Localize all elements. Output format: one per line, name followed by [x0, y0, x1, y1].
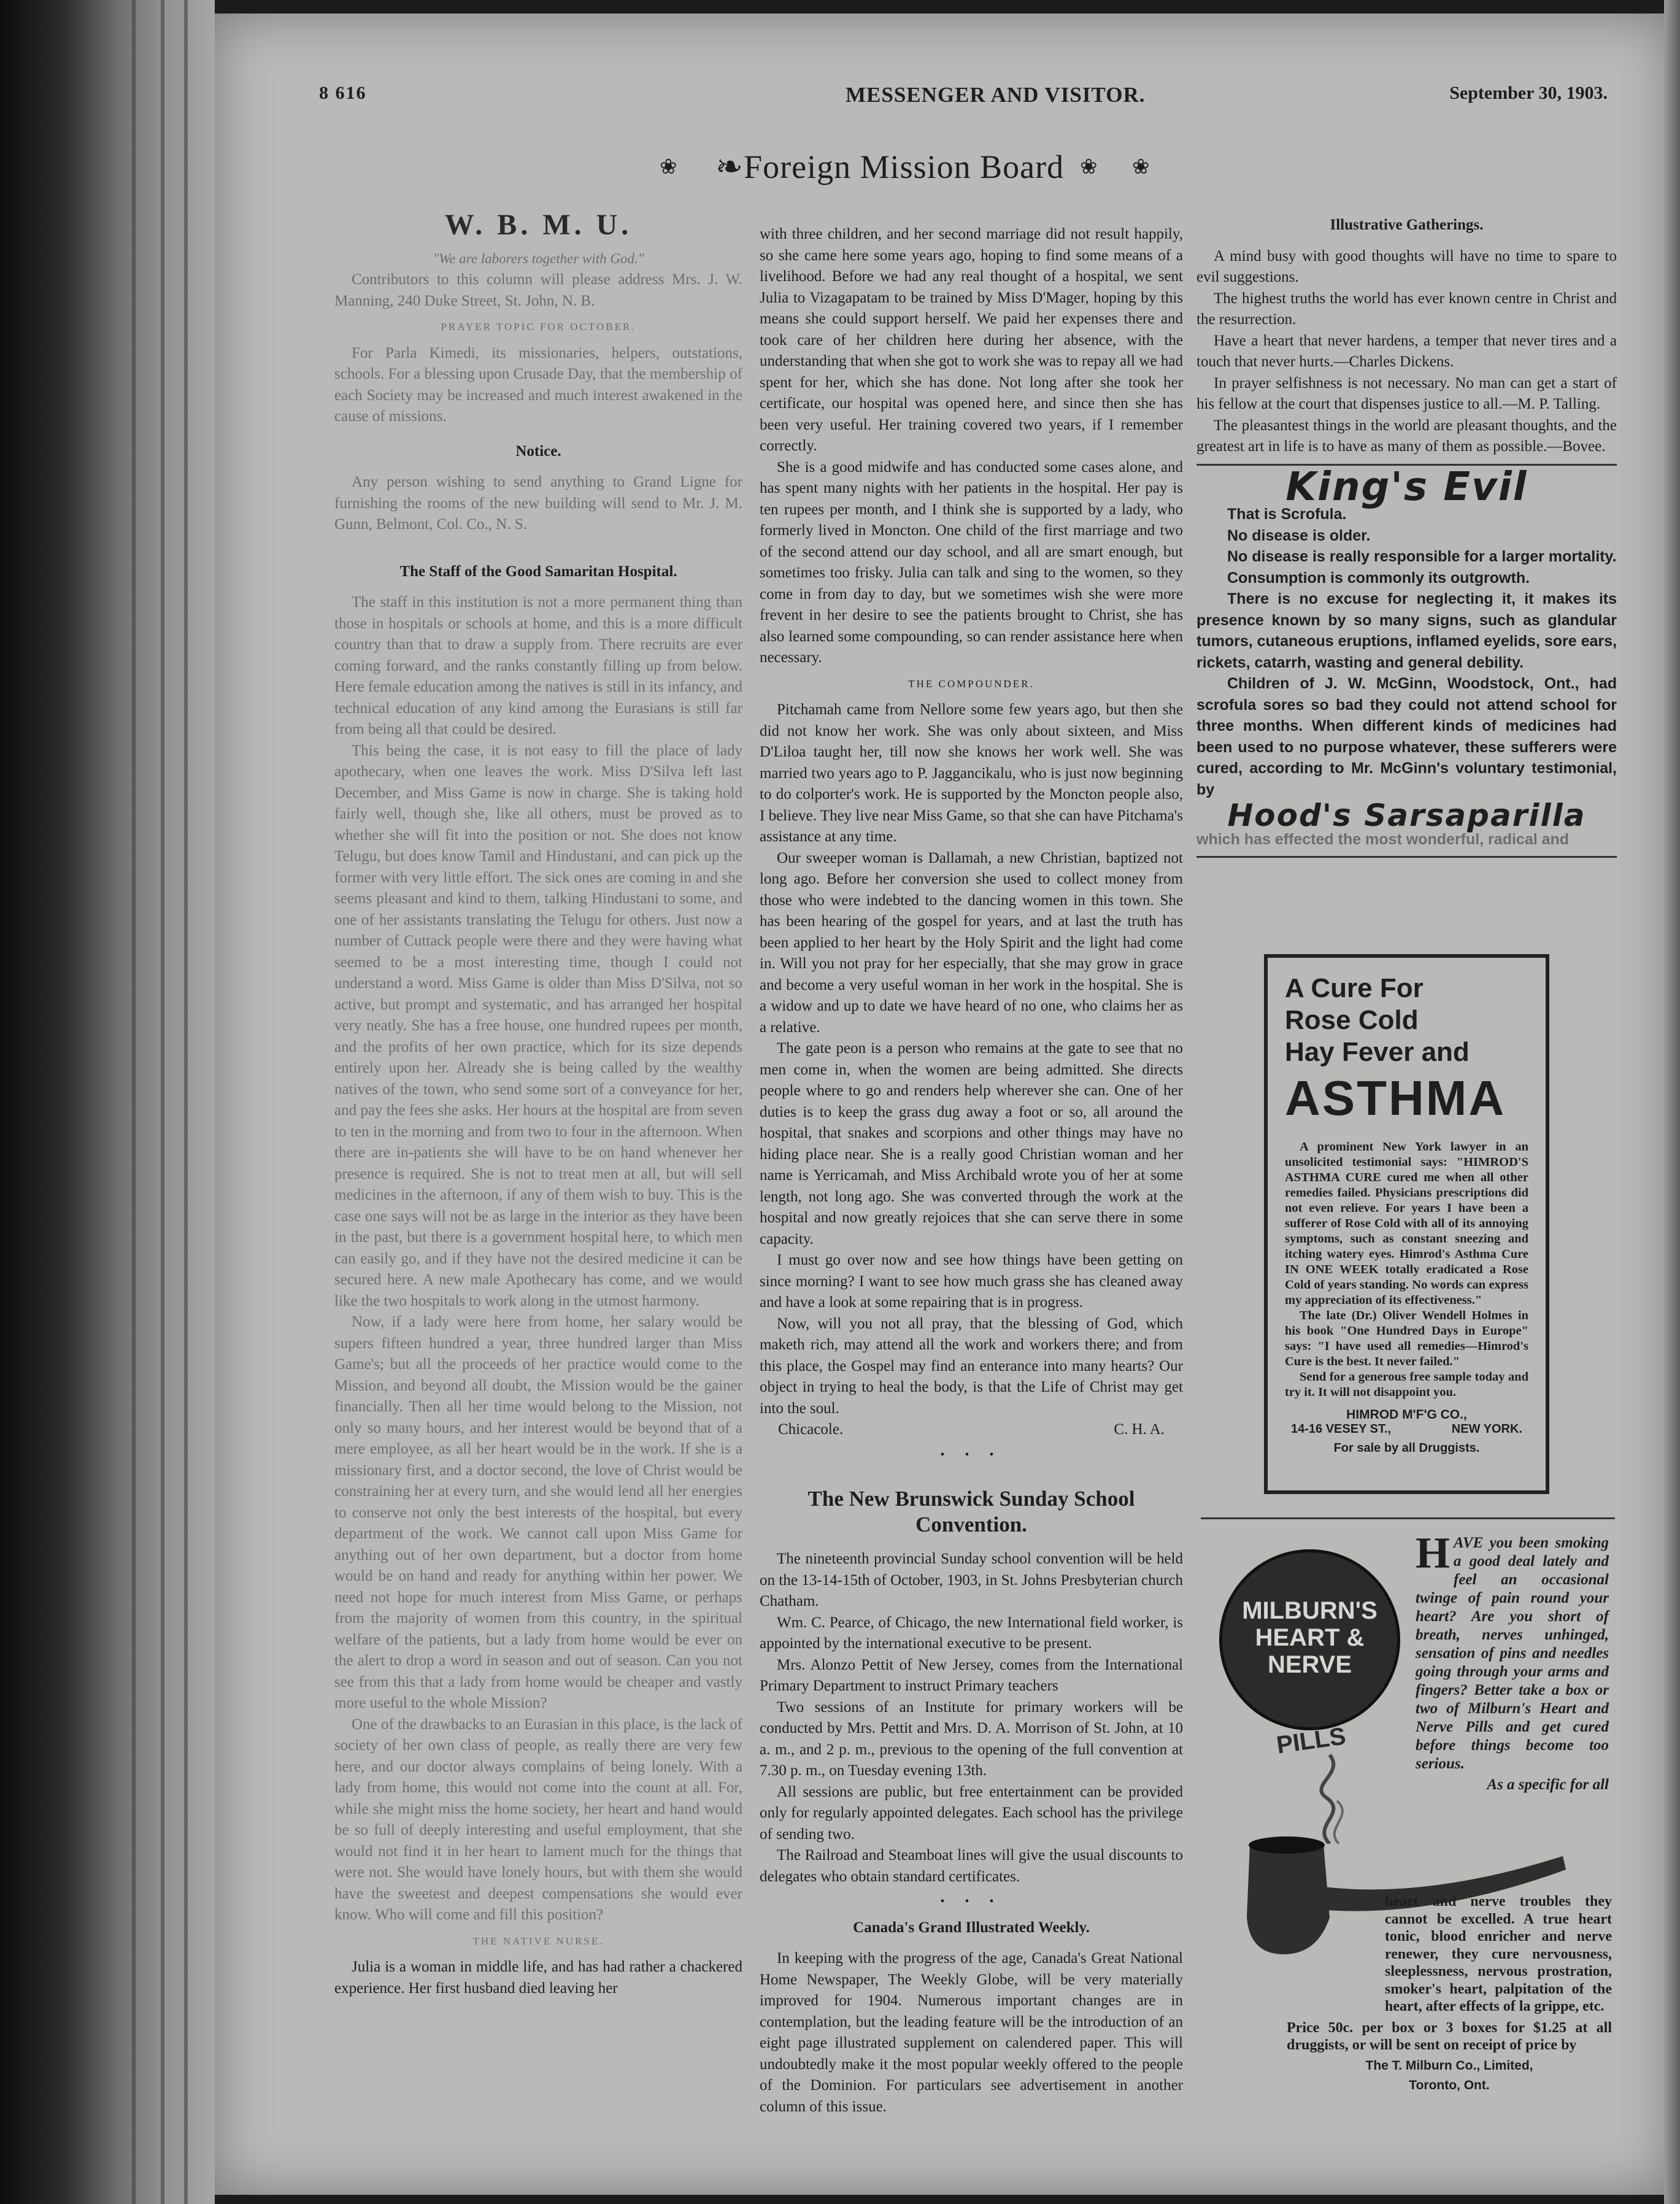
- sunday-school-paragraph: Mrs. Alonzo Pettit of New Jersey, comes from the International Primary Department to instruct Primary teachers: [760, 1656, 1183, 1694]
- scan-left-edge: [0, 0, 215, 2204]
- section-divider: • • •: [940, 1447, 1003, 1462]
- article-paragraph: I must go over now and see how things have been getting on since morning? I want to see how much grass she has cleaned away and have a look at some repairing that is in progress.: [760, 1252, 1183, 1311]
- article-paragraph: The gate peon is a person who remains at the gate to see that no men come in, when the women are being admitted. She directs people where to go and renders help wherever she can. One of her duties is to keep the grass dug away a foot or so, all around the hospital, that snakes and scorpions and other things may have no hiding place near. She is a really good Christian woman and her name is Yerricamah, and Miss Archibald wrote you of her at some length, not long ago. She was converted through the work at the hospital and now greatly rejoices that she can serve there in some capacity.: [760, 1040, 1183, 1247]
- gatherings-item: The highest truths the world has ever known centre in Christ and the resurrection.: [1196, 290, 1617, 328]
- column-1: [334, 209, 742, 1999]
- signature-initials: C. H. A.: [1114, 1421, 1165, 1438]
- native-nurse-text: Julia is a woman in middle life, and has had rather a chackered experience. Her first husband died leaving her: [334, 1959, 742, 1997]
- gatherings-heading: Illustrative Gatherings.: [1330, 217, 1484, 233]
- section-divider: • • •: [940, 1895, 1003, 1908]
- signature-place: Chicacole.: [778, 1421, 844, 1438]
- asthma-ad-paragraph: The late (Dr.) Oliver Wendell Holmes in his book "One Hundred Days in Europe" says: "I have used all remedies—Himrod's Cure is the best. It never failed.": [1285, 1309, 1528, 1368]
- milburn-ad-city: Toronto, Ont.: [1409, 2078, 1490, 2092]
- asthma-ad-company: HIMROD M'F'G CO.,: [1346, 1408, 1467, 1422]
- article-paragraph: Our sweeper woman is Dallamah, a new Christian, baptized not long ago. Before her conversion she used to collect money from those who were indebted to the dancing women in this town. She has been hearing of the gospel for years, and at last the truth has been applied to her heart by the Holy Spirit and the light had come in. Will you not pray for her especially, that she may grow in grace and become a very useful woman in her work in the hospital. She is a widow and up to date we have heard of no one, who claims her as a relative.: [760, 849, 1183, 1036]
- milburn-ad-bottom: [1287, 1893, 1612, 2094]
- newspaper-title: MESSENGER AND VISITOR.: [846, 83, 1146, 107]
- kings-evil-line: Consumption is commonly its outgrowth.: [1227, 569, 1530, 587]
- gatherings-item: A mind busy with good thoughts will have no time to spare to evil suggestions.: [1196, 247, 1617, 285]
- asthma-ad-line: A Cure For: [1285, 973, 1424, 1003]
- issue-date: September 30, 1903.: [1449, 83, 1608, 103]
- asthma-cure-ad: [1264, 954, 1549, 1494]
- milburn-ad-price: Price 50c. per box or 3 boxes for $1.25 at all druggists, or will be sent on receipt of price by: [1287, 2019, 1612, 2053]
- asthma-ad-city: NEW YORK.: [1451, 1422, 1522, 1436]
- scan-edge-line: [132, 0, 136, 2204]
- weekly-heading: Canada's Grand Illustrated Weekly.: [853, 1919, 1090, 1936]
- native-nurse-heading: THE NATIVE NURSE.: [472, 1935, 604, 1947]
- running-header: [319, 83, 1608, 114]
- asthma-ad-line: Rose Cold: [1285, 1005, 1419, 1035]
- scan-edge-line: [184, 0, 188, 2204]
- milburn-pills-ad: [1201, 1525, 1615, 2092]
- prayer-topic-text: For Parla Kimedi, its missionaries, helpers, outstations, schools. For a blessing upon Crusade Day, that the membership of each Society may be increased and much interest awakened in the cause of missions.: [334, 344, 742, 425]
- page-number: 8 616: [319, 83, 367, 103]
- logo-line: NERVE: [1267, 1651, 1352, 1678]
- hoods-tail-text: which has effected the most wonderful, radical and: [1196, 830, 1570, 848]
- milburn-ad-copy: [1416, 1528, 1609, 1794]
- fleuron-icon: ❀: [1080, 156, 1098, 179]
- wbmu-heading: W. B. M. U.: [444, 209, 633, 241]
- asthma-ad-address: [1285, 1422, 1528, 1436]
- fleuron-icon: ❀: [660, 156, 677, 179]
- scan-edge-line: [161, 0, 164, 2204]
- asthma-ad-paragraph: Send for a generous free sample today and try it. It will not disappoint you.: [1285, 1370, 1528, 1399]
- asthma-ad-line: Hay Fever and: [1285, 1037, 1470, 1067]
- staff-paragraph: The staff in this institution is not a more permanent thing than those in hospitals or schools at home, and this is a more difficult country than that to draw a supply from. There recruits are ever coming forward, and the ranks constantly filling up from below. Here female education among the natives is still in its infancy, and technical education of any kind among the Eurasians is still far from being all that could be desired.: [334, 594, 742, 738]
- wbmu-contributors-note: Contributors to this column will please address Mrs. J. W. Manning, 240 Duke Street, St. John, N. B.: [334, 271, 742, 309]
- column-2: [760, 224, 1183, 2117]
- kings-evil-line: There is no excuse for neglecting it, it makes its presence known by so many signs, such as glandular tumors, cutaneous eruptions, inflamed eyelids, sore ears, rickets, catarrh, wasting and general debility.: [1196, 590, 1617, 671]
- wbmu-motto: "We are laborers together with God.": [433, 250, 644, 266]
- fleuron-icon: ❀: [1132, 156, 1150, 179]
- sunday-school-paragraph: Two sessions of an Institute for primary workers will be conducted by Mrs. Pettit and Mrs. D. A. Morrison of St. John, at 10 a. m., and 2 p. m., previous to the opening of the full convention at 7.30 p. m., on Tuesday evening 13th.: [760, 1698, 1183, 1779]
- milburn-ad-company: The T. Milburn Co., Limited,: [1365, 2058, 1533, 2073]
- column-rule: [1196, 856, 1617, 858]
- milburn-ad-specific: As a specific for all: [1487, 1776, 1609, 1793]
- smoke-icon: [1293, 1752, 1366, 1844]
- notice-heading: Notice.: [515, 442, 561, 460]
- kings-evil-line: No disease is older.: [1227, 526, 1371, 544]
- prayer-topic-heading: PRAYER TOPIC FOR OCTOBER.: [441, 321, 636, 333]
- kings-evil-line: That is Scrofula.: [1227, 506, 1347, 523]
- asthma-ad-sale-note: For sale by all Druggists.: [1333, 1441, 1480, 1455]
- sunday-school-paragraph: The Railroad and Steamboat lines will give the usual discounts to delegates who obtain standard certificates.: [760, 1847, 1183, 1885]
- asthma-ad-headline: ASTHMA: [1285, 1071, 1506, 1125]
- section-title-text: Foreign Mission Board: [744, 148, 1065, 185]
- milburn-ad-text: AVE you been smoking a good deal lately and feel an occasional twinge of pain round your heart? Are you short of breath, nerves unhinged, sensation of pins and needles going through your arms and fingers? Better take a box or two of Milburn's Heart and Nerve Pills and get cured before things become too serious.: [1416, 1535, 1609, 1772]
- asthma-ad-street: 14-16 VESEY ST.,: [1291, 1422, 1392, 1436]
- compounder-heading: THE COMPOUNDER.: [908, 677, 1035, 690]
- hoods-sarsaparilla-logo: Hood's Sarsaparilla: [1227, 798, 1586, 833]
- logo-line: MILBURN'S: [1242, 1597, 1378, 1624]
- staff-paragraph: One of the drawbacks to an Eurasian in this place, is the lack of society of her own class of people, as really there are very few here, and our doctor always complains of being lonely. With a lady from home, this would not come into the count at all. For, while she might miss the home society, her heart and hand would be so full of deeply interesting and useful employment, that she would not find it in her heart to lament much for the things that were not. She would have lonely hours, but with them she would have the sweetest and deepest compensations she would ever know. Who will come and fill this position?: [334, 1716, 742, 1923]
- sunday-school-paragraph: Wm. C. Pearce, of Chicago, the new International field worker, is appointed by the international executive to be present.: [760, 1614, 1183, 1652]
- kings-evil-headline: King's Evil: [1285, 464, 1528, 510]
- column-3: [1196, 215, 1617, 864]
- staff-paragraph: Now, if a lady were here from home, her salary would be supers fifteen hundred a year, three hundred larger than Miss Game's; but all the proceeds of her practice would come to the Mission, and beyond all doubt, the Mission would be the gainer financially. Then all her time would belong to the Mission, not only so many hours, and her interest would be beyond that of a mere employee, as all her heart would be in the work. If she is a missionary first, and a doctor second, the love of Christ would be constraining her at every turn, and she would lend all her energies to conserve not only the best interests of the hospital, but every department of the work. We cannot call upon Miss Game for anything out of her own department, but a doctor from home would be on hand and ready for anything within her power. We need not hope for much interest from Miss Game, or perhaps from the majority of women from this country, in the spiritual welfare of the patients, but a lady from home would be ever on the alert to drop a word in season and out of season. Can you not see from this that a lady from home would be cheaper and vastly more useful to the whole Mission?: [334, 1314, 742, 1711]
- article-paragraph: She is a good midwife and has conducted some cases alone, and has spent many nights with her patients in the hospital. Her pay is ten rupees per month, and I think she is supported by a lady, who formerly lived in Moncton. One child of the first marriage and two of the second attend our day school, and all are smart enough, but sometimes too frisky. Julia can talk and sing to the women, so they come in from day to day, but we sometimes wish she were more frevent in her desire to see the patients brought to Christ, she has also learned some compounding, so can render assistance here when necessary.: [760, 458, 1183, 666]
- article-paragraph: Pitchamah came from Nellore some few years ago, but then she did not know her work. She was only about sixteen, and Miss D'Liloa taught her, till now she knows her work well. She was married two years ago to P. Jaggancikalu, who is just now beginning to do colporter's work. He is supported by the Moncton people also, I believe. They live near Miss Game, so that she can have Pitchama's assistance at any time.: [760, 701, 1183, 845]
- kings-evil-line: No disease is really responsible for a larger mortality.: [1227, 548, 1617, 565]
- sunday-school-paragraph: All sessions are public, but free entertainment can be provided only for regularly appointed delegates. Each school has the privilege of sending two.: [760, 1783, 1183, 1843]
- article-paragraph: Now, will you not all pray, that the blessing of God, which maketh rich, may attend all the work and workers there; and from this place, the Gospel may find an enterance into many hearts? Our object in trying to heal the body, is that the Life of Christ may get into the soul.: [760, 1315, 1183, 1417]
- sunday-school-heading: The New Brunswick Sunday School Convention.: [807, 1487, 1135, 1536]
- logo-text: [1219, 1597, 1400, 1678]
- drop-cap: H: [1416, 1528, 1451, 1578]
- sunday-school-paragraph: The nineteenth provincial Sunday school convention will be held on the 13-14-15th of October, 1903, in St. Johns Presbyterian church Chatham.: [760, 1551, 1183, 1609]
- weekly-text: In keeping with the progress of the age, Canada's Great National Home Newspaper, The Weekly Globe, will be very materially improved for 1904. Numerous important changes are in contemplation, but the leading feature will be the introduction of an eight page illustrated supplement on calendered paper. This will undoubtedly make it the most popular weekly offered to the people of the Dominion. For particulars see advertisement in another column of this issue.: [760, 1950, 1183, 2115]
- pills-label: PILLS: [1274, 1722, 1348, 1759]
- gatherings-item: The pleasantest things in the world are pleasant thoughts, and the greatest art in life is to have as many of them as possible.—Bovee.: [1196, 417, 1617, 455]
- scan-right-edge: [1664, 0, 1680, 2204]
- section-title-ornament-icon: ❧: [715, 148, 744, 185]
- milburn-ad-bottom-text: heart and nerve troubles they cannot be excelled. A true heart tonic, blood enricher and nerve renewer, they cure nervousness, sleeplessness, nervous prostration, smoker's heart, palpitation of the heart, after effects of la grippe, etc.: [1385, 1894, 1612, 2014]
- article-signature: [760, 1419, 1183, 1441]
- logo-line: HEART &: [1255, 1624, 1365, 1651]
- gatherings-item: In prayer selfishness is not necessary. No man can get a start of his fellow at the court that dispenses justice to all.—M. P. Talling.: [1196, 374, 1617, 412]
- staff-heading: The Staff of the Good Samaritan Hospital.: [399, 563, 677, 580]
- gatherings-item: Have a heart that never hardens, a temper that never tires and a touch that never hurts.—Charles Dickens.: [1196, 332, 1617, 370]
- column-rule: [1201, 1517, 1615, 1519]
- kings-evil-line: Children of J. W. McGinn, Woodstock, Ont., had scrofula sores so bad they could not attend school for three months. When different kinds of medicines had been used to no purpose whatever, these sufferers were cured, according to Mr. McGinn's voluntary testimonial, by: [1196, 675, 1617, 798]
- staff-paragraph: This being the case, it is not easy to fill the place of lady apothecary, when one leaves the work. Miss D'Silva left last December, and Miss Game is now in charge. She is taking hold fairly well, though she, like all others, must be proved as to whether she will fit into the position or not. She does not know Telugu, but does know Tamil and Hindustani, and can pick up the former with very little effort. The sick ones are coming in and she seems pleasant and kind to them, talking Hindustani to some, and one of her assistants translating the Telugu for others. Just now a number of Cuttack people were there and they were having what seemed to be a most interesting time, though I could not understand a word. Miss Game is older than Miss D'Silva, not so active, but prompt and systematic, and has arranged her hospital very neatly. She has a free house, one hundred rupees per month, and the profits of her own practice, which for its size depends entirely upon her. Already she is being called by the wealthy natives of the town, who send some sort of a conveyance for her, and pay the fees she asks. Her hours at the hospital are from seven to ten in the morning and from two to four in the afternoon. When there are in-patients she will have to be on hand whenever her presence is required. She is not to treat men at all, but will sell medicines in the afternoon, if any of them wish to buy. This is the case one says will not be as large in the interior as they have been in the past, but there is a government hospital here, to which men can easily go, and if they have not the desired medicine it can be secured here. A new male Apothecary has come, and we would like the two hospitals to work along in the utmost harmony.: [334, 742, 742, 1309]
- article-paragraph: with three children, and her second marriage did not result happily, so she came here some years ago, hoping to find some means of a livelihood. Before we had any real thought of a hospital, we sent Julia to Vizagapatam to be trained by Miss D'Mager, hoping by this means she could support herself. We paid her expenses there and took care of her children here during her absence, with the understanding that when she got to work she was to repay all we had spent for her, which she has done. Not long after she took her certificate, our hospital was opened here, and since then she has been very useful. Her training covered two years, if I remember correctly.: [760, 226, 1183, 454]
- asthma-ad-paragraph: A prominent New York lawyer in an unsolicited testimonial says: "HIMROD'S ASTHMA CURE cured me when all other remedies failed. Physicians prescriptions did not even relieve. For years I have been a sufferer of Rose Cold with all of its annoying symptoms, such as constant sneezing and itching watery eyes. Himrod's Asthma Cure IN ONE WEEK totally eradicated a Rose Cold of years standing. No words can express my appreciation of its effectiveness.": [1285, 1140, 1528, 1307]
- notice-text: Any person wishing to send anything to Grand Ligne for furnishing the rooms of the new building will send to Mr. J. M. Gunn, Belmont, Col. Co., N. S.: [334, 474, 742, 533]
- asthma-ad-body: [1285, 1139, 1528, 1400]
